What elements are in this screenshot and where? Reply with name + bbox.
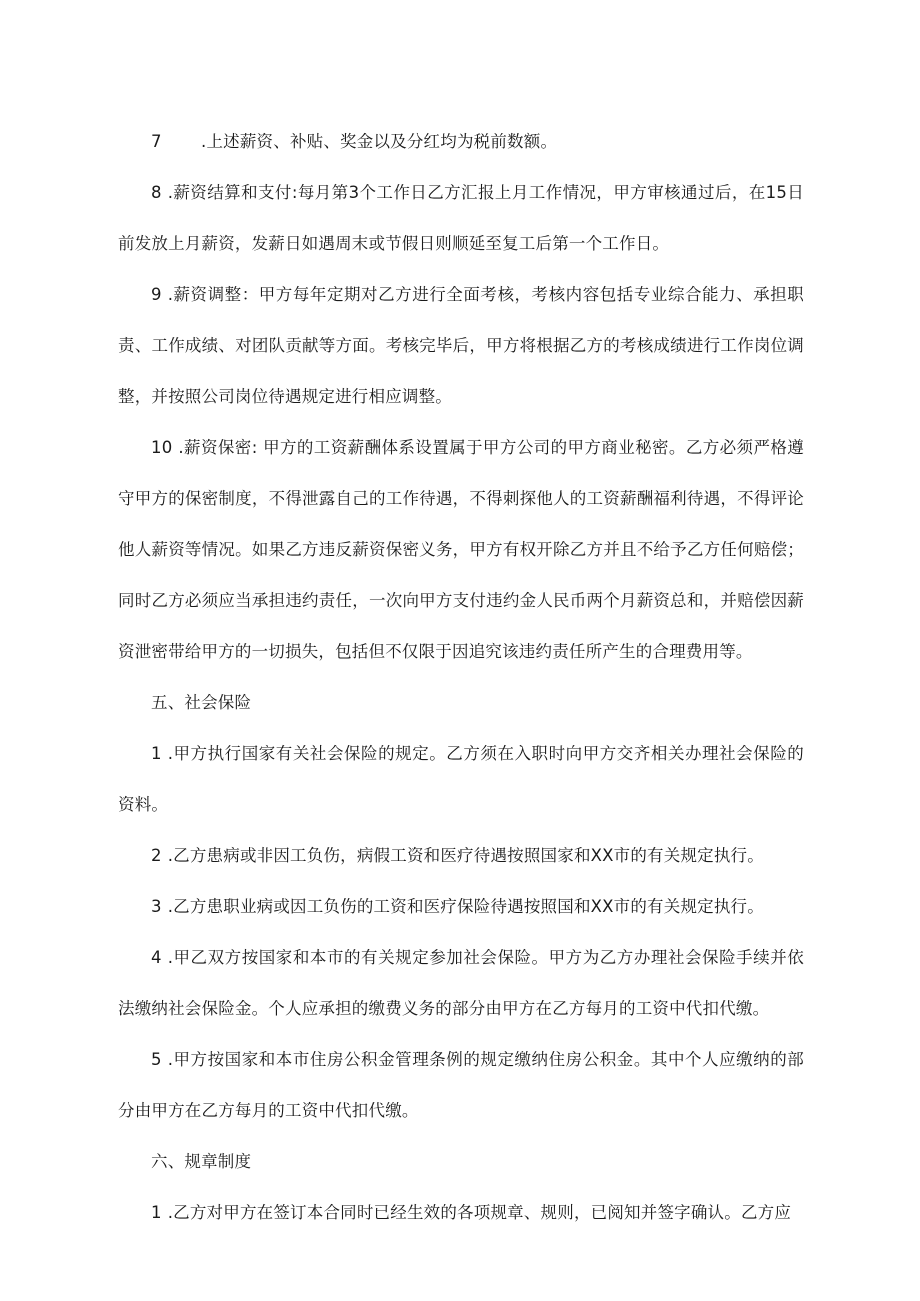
rules-item-1 (118, 1187, 804, 1238)
paragraph-number: 8 (151, 183, 162, 202)
section-heading-social-insurance: 五、社会保险 (151, 693, 252, 712)
paragraph-7 (118, 116, 804, 167)
item-text: .甲方执行国家有关社会保险的规定。乙方须在入职时向甲方交齐相关办理社会保险的资料。 (118, 744, 804, 814)
social-insurance-item-5 (118, 1034, 804, 1136)
item-text: .乙方患病或非因工负伤，病假工资和医疗待遇按照国家和XX市的有关规定执行。 (167, 846, 764, 865)
social-insurance-item-1 (118, 728, 804, 830)
item-text: .乙方患职业病或因工负伤的工资和医疗保险待遇按照国和XX市的有关规定执行。 (167, 897, 764, 916)
item-number: 1 (151, 744, 162, 763)
paragraph-text: .上述薪资、补贴、奖金以及分红均为税前数额。 (201, 132, 558, 151)
paragraph-9 (118, 269, 804, 422)
item-text: .乙方对甲方在签订本合同时已经生效的各项规章、规则，已阅知并签字确认。乙方应 (167, 1203, 792, 1222)
section-heading-rules: 六、规章制度 (151, 1152, 252, 1171)
paragraph-number: 7 (151, 132, 162, 151)
paragraph-text: .薪资调整：甲方每年定期对乙方进行全面考核，考核内容包括专业综合能力、承担职责、工作成绩、对团队贡献等方面。考核完毕后，甲方将根据乙方的考核成绩进行工作岗位调整，并按照公司岗位待遇规定进行相应调整。 (118, 285, 804, 406)
paragraph-text: .薪资结算和支付:每月第3个工作日乙方汇报上月工作情况，甲方审核通过后，在15日前发放上月薪资，发薪日如遇周末或节假日则顺延至复工后第一个工作日。 (118, 183, 804, 253)
social-insurance-item-3 (118, 881, 804, 932)
item-number: 4 (151, 948, 162, 967)
paragraph-text: .薪资保密: 甲方的工资薪酬体系设置属于甲方公司的甲方商业秘密。乙方必须严格遵守甲方的保密制度，不得泄露自己的工作待遇，不得刺探他人的工资薪酬福利待遇，不得评论他人薪资等情况。如果乙方违反薪资保密义务，甲方有权开除乙方并且不给予乙方任何赔偿；同时乙方必须应当承担违约责任，一次向甲方支付违约金人民币两个月薪资总和，并赔偿因薪资泄密带给甲方的一切损失，包括但不仅限于因追究该违约责任所产生的合理费用等。 (118, 438, 804, 661)
item-number: 2 (151, 846, 162, 865)
social-insurance-item-2 (118, 830, 804, 881)
paragraph-number: 10 (151, 438, 173, 457)
social-insurance-item-4 (118, 932, 804, 1034)
item-number: 1 (151, 1203, 162, 1222)
item-text: .甲方按国家和本市住房公积金管理条例的规定缴纳住房公积金。其中个人应缴纳的部分由甲方在乙方每月的工资中代扣代缴。 (118, 1050, 804, 1120)
item-text: .甲乙双方按国家和本市的有关规定参加社会保险。甲方为乙方办理社会保险手续并依法缴纳社会保险金。个人应承担的缴费义务的部分由甲方在乙方每月的工资中代扣代缴。 (118, 948, 804, 1018)
paragraph-number: 9 (151, 285, 162, 304)
item-number: 5 (151, 1050, 162, 1069)
item-number: 3 (151, 897, 162, 916)
paragraph-8 (118, 167, 804, 269)
paragraph-10 (118, 422, 804, 677)
